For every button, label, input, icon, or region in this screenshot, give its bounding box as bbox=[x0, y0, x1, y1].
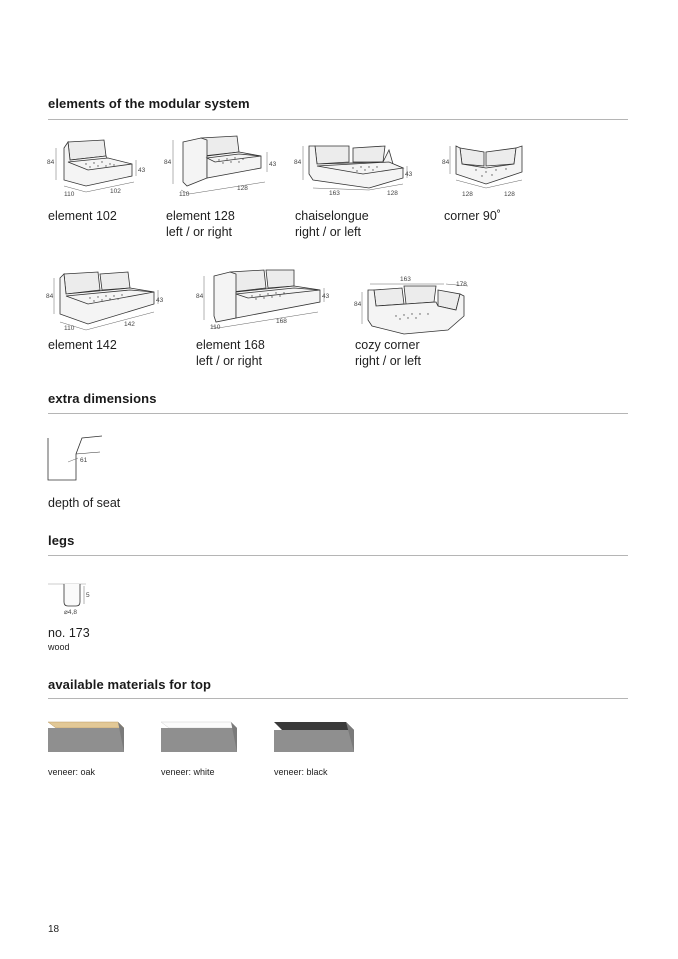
element-name: cozy corner bbox=[355, 338, 420, 352]
dim-depth: 128 bbox=[462, 191, 473, 198]
leg-material: wood bbox=[48, 642, 70, 652]
element-sub: left / or right bbox=[196, 354, 262, 368]
element-sub: left / or right bbox=[166, 225, 232, 239]
material-swatch-black bbox=[274, 718, 358, 754]
depth-of-seat-drawing bbox=[46, 432, 106, 484]
dim-height: 84 bbox=[442, 159, 450, 166]
dim-height: 84 bbox=[354, 301, 362, 308]
dim-height: 84 bbox=[164, 159, 172, 166]
dim-width: 142 bbox=[124, 321, 135, 328]
element-name: element 102 bbox=[48, 209, 117, 223]
element-label bbox=[295, 208, 369, 240]
element-label bbox=[48, 337, 117, 353]
dim-width: 168 bbox=[276, 318, 287, 325]
corner-90-drawing bbox=[442, 140, 530, 200]
section-title-modular: elements of the modular system bbox=[48, 96, 250, 111]
dim-depth: 178 bbox=[456, 281, 467, 288]
element-name: element 168 bbox=[196, 338, 265, 352]
element-168-drawing bbox=[194, 266, 336, 332]
page-number: 18 bbox=[48, 924, 60, 935]
dim-depth: 110 bbox=[64, 325, 75, 332]
dim-seat: 43 bbox=[405, 171, 413, 178]
dim-width: 128 bbox=[504, 191, 515, 198]
dim-width: 128 bbox=[237, 185, 248, 192]
element-label bbox=[355, 337, 421, 369]
section-title-legs: legs bbox=[48, 533, 75, 548]
element-sub: right / or left bbox=[355, 354, 421, 368]
section-divider bbox=[48, 413, 628, 414]
dim-depth: 163 bbox=[329, 190, 340, 197]
dim-seat: 43 bbox=[156, 297, 164, 304]
dim-height: 84 bbox=[196, 293, 204, 300]
element-name: corner 90˚ bbox=[444, 209, 501, 223]
cozy-corner-drawing bbox=[352, 272, 476, 336]
element-label bbox=[444, 208, 501, 224]
section-divider bbox=[48, 119, 628, 120]
material-top bbox=[161, 722, 237, 728]
dim-depth: 110 bbox=[179, 191, 190, 198]
element-label bbox=[48, 208, 117, 224]
section-title-materials: available materials for top bbox=[48, 677, 212, 692]
dim-height: 84 bbox=[46, 293, 54, 300]
leg-drawing bbox=[46, 576, 106, 618]
dim-seat-depth: 61 bbox=[80, 457, 88, 464]
element-label bbox=[196, 337, 265, 369]
chaiselongue-drawing bbox=[293, 140, 421, 200]
dim-height: 84 bbox=[47, 159, 55, 166]
material-swatch-oak bbox=[48, 718, 128, 754]
element-name: element 128 bbox=[166, 209, 235, 223]
dim-width: 128 bbox=[387, 190, 398, 197]
material-top bbox=[48, 722, 124, 728]
material-label-white: veneer: white bbox=[161, 767, 215, 777]
material-label-black: veneer: black bbox=[274, 767, 328, 777]
dim-seat: 43 bbox=[138, 167, 146, 174]
element-name: element 142 bbox=[48, 338, 117, 352]
element-142-drawing bbox=[46, 268, 170, 334]
leg-name: no. 173 bbox=[48, 626, 90, 640]
dim-leg-height: 5 bbox=[86, 592, 90, 599]
element-102-drawing bbox=[46, 134, 150, 200]
dim-leg-diameter: ⌀4,8 bbox=[64, 609, 77, 616]
dim-seat: 43 bbox=[322, 293, 330, 300]
dim-seat: 43 bbox=[269, 161, 277, 168]
material-top bbox=[274, 722, 354, 730]
dim-width: 163 bbox=[400, 276, 411, 283]
element-name: chaiselongue bbox=[295, 209, 369, 223]
section-divider bbox=[48, 698, 628, 699]
dim-width: 102 bbox=[110, 188, 121, 195]
material-swatch-white bbox=[161, 718, 241, 754]
dim-height: 84 bbox=[294, 159, 302, 166]
element-label bbox=[166, 208, 235, 240]
dim-depth: 110 bbox=[210, 324, 221, 331]
element-128-drawing bbox=[163, 132, 279, 198]
dim-depth: 110 bbox=[64, 191, 75, 198]
section-title-extra: extra dimensions bbox=[48, 391, 157, 406]
depth-of-seat-label: depth of seat bbox=[48, 496, 121, 510]
element-sub: right / or left bbox=[295, 225, 361, 239]
material-label-oak: veneer: oak bbox=[48, 767, 96, 777]
section-divider bbox=[48, 555, 628, 556]
